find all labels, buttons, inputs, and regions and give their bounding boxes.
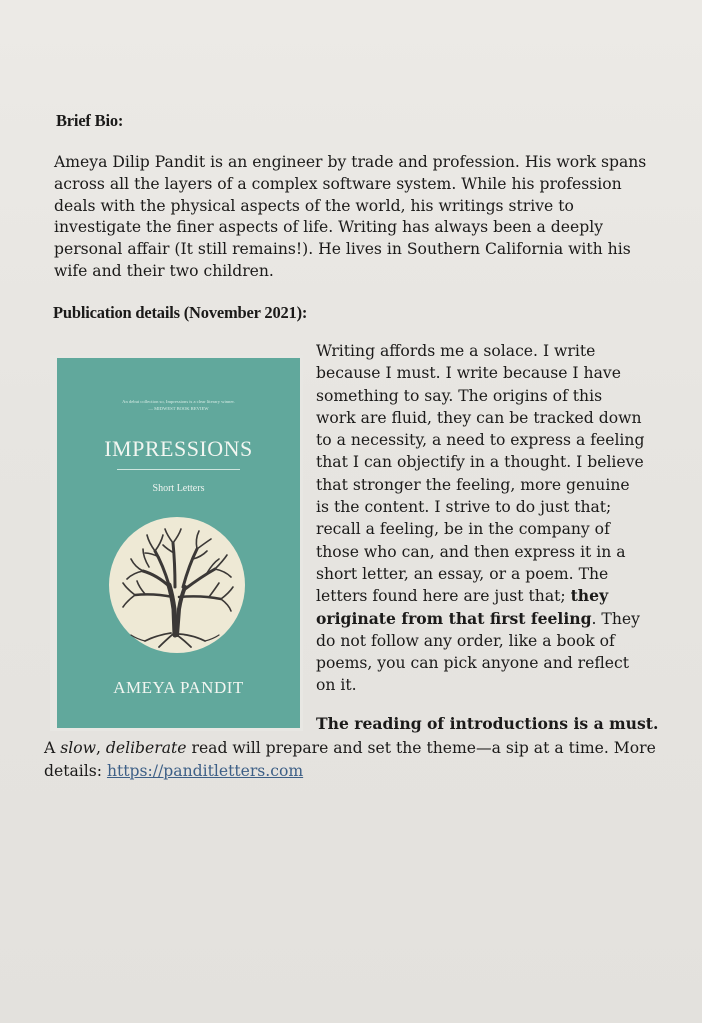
- cover-blurb: [57, 398, 300, 412]
- text-line: to a necessity, a need to express a feeling: [316, 431, 645, 450]
- text-line: because I must. I write because I have: [316, 364, 621, 383]
- writing-paragraph: [316, 340, 656, 697]
- text-line: is the content. I strive to do just that;: [316, 498, 612, 517]
- text-line: [316, 585, 656, 607]
- text-line: on it.: [316, 676, 357, 695]
- text-line: those who can, and then express it in a: [316, 542, 626, 561]
- brief-bio-heading: Brief Bio:: [56, 111, 124, 130]
- bio-line: Ameya Dilip Pandit is an engineer by trade and profession. His work spans: [54, 153, 647, 171]
- text-line: something to say. The origins of this: [316, 386, 603, 405]
- italic-text: slow: [60, 739, 96, 757]
- cover-title: IMPRESSIONS: [104, 436, 253, 461]
- cover-author: AMEYA PANDIT: [113, 678, 244, 697]
- tree-icon: [109, 517, 245, 653]
- details-label: details:: [44, 762, 107, 780]
- text-line: [316, 608, 656, 630]
- bio-paragraph: [54, 152, 654, 283]
- text-segment: . They: [591, 609, 640, 628]
- cover-divider: [117, 469, 240, 470]
- text-line: Writing affords me a solace. I write: [316, 342, 596, 360]
- text-line: that stronger the feeling, more genuine: [316, 475, 630, 494]
- bio-line: deals with the physical aspects of the world, his writings strive to: [54, 196, 574, 215]
- bio-line: personal affair (It still remains!). He lives in Southern California with his: [54, 240, 631, 259]
- tree-medallion: [109, 517, 245, 653]
- introductions-note: The reading of introductions is a must.: [316, 714, 659, 733]
- cover-blurb-source: — MIDWEST BOOK REVIEW: [148, 406, 209, 411]
- text-line: short letter, an essay, or a poem. The: [316, 564, 609, 583]
- text-line: recall a feeling, be in the company of: [316, 520, 610, 539]
- text-line: poems, you can pick anyone and reflect: [316, 654, 629, 673]
- emphasis-text: they: [570, 586, 609, 606]
- text-segment: A: [44, 739, 61, 757]
- book-cover: [57, 358, 300, 728]
- book-cover-image: [50, 355, 303, 731]
- website-link[interactable]: https://panditletters.com: [106, 762, 304, 780]
- cover-blurb-quote: An debut collection so, Impressions is a clear literary winner.: [122, 399, 235, 404]
- italic-text: deliberate: [105, 739, 187, 757]
- text-line: work are fluid, they can be tracked down: [316, 408, 642, 427]
- text-line: [44, 760, 674, 783]
- publication-details-heading: Publication details (November 2021):: [53, 303, 308, 322]
- text-segment: ,: [95, 739, 106, 757]
- text-line: that I can objectify in a thought. I believe: [316, 453, 644, 472]
- bio-line: wife and their two children.: [54, 261, 274, 280]
- cover-subtitle: Short Letters: [152, 483, 205, 494]
- text-segment: letters found here are just that;: [316, 587, 571, 606]
- text-line: [44, 737, 674, 760]
- closing-paragraph: [44, 737, 674, 783]
- bio-line: investigate the finer aspects of life. Writing has always been a deeply: [54, 218, 604, 237]
- text-line: do not follow any order, like a book of: [316, 631, 615, 650]
- emphasis-text: originate from that first feeling: [316, 608, 592, 628]
- bio-line: across all the layers of a complex software system. While his profession: [54, 174, 622, 193]
- text-segment: read will prepare and set the theme—a sip at a time. More: [186, 739, 656, 757]
